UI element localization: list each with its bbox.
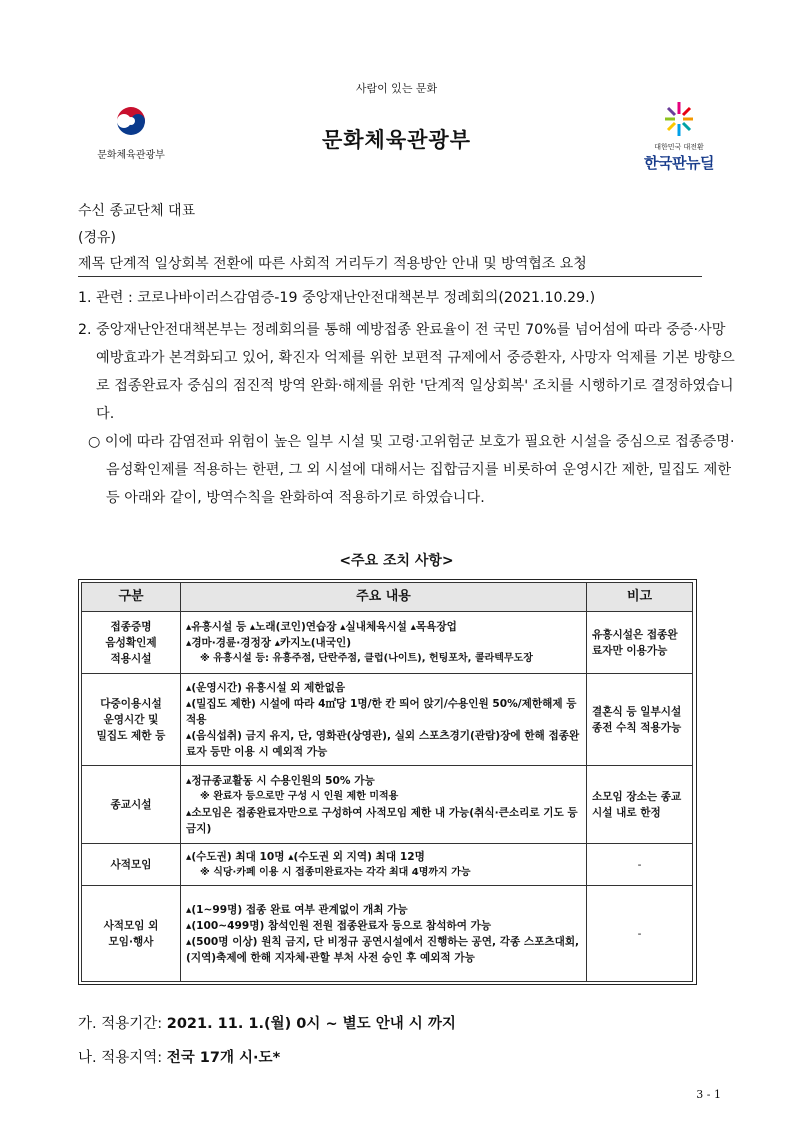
recipient-line: 수신 종교단체 대표 — [78, 203, 196, 219]
content-ref: ※ 완료자 등으로만 구성 시 인원 제한 미적용 — [200, 790, 399, 802]
ministry-caption: 문화체육관광부 — [97, 150, 165, 161]
content-line: ▴소모임은 접종완료자만으로 구성하여 사적모임 제한 내 가능(취식·큰소리로 기도 등 금지) — [186, 806, 578, 835]
header-note: 비고 — [587, 583, 693, 612]
content-line: ▴(500명 이상) 원칙 금지, 단 비정규 공연시설에서 진행하는 공연, 각종 스포츠대회, (지역)축제에 한해 지자체·관할 부처 사전 승인 후 예외적 가능 — [186, 935, 580, 964]
table-row — [82, 612, 693, 674]
content-line: ▴정규종교활동 시 수용인원의 50% 가능 — [186, 774, 375, 787]
header-category: 구분 — [82, 583, 181, 612]
category-text: 종교시설 — [110, 798, 152, 811]
table-row — [82, 886, 693, 982]
content-line: ▴유흥시설 등 ▴노래(코인)연습장 ▴실내체육시설 ▴목욕장업 — [186, 620, 457, 633]
measures-table — [81, 582, 693, 982]
row-note: - — [587, 886, 693, 982]
slogan: 사람이 있는 문화 — [355, 82, 438, 95]
row-note: 소모임 장소는 종교시설 내로 한정 — [587, 766, 693, 844]
row-content — [181, 674, 587, 766]
item-1: 1. 관련 : 코로나바이러스감염증-19 중앙재난안전대책본부 정례회의(2021.10.29.) — [78, 290, 596, 306]
category-text: 사적모임 외 모임·행사 — [103, 919, 159, 948]
row-category — [82, 766, 181, 844]
row-note: - — [587, 844, 693, 886]
kn-title: 한국판뉴딜 — [644, 154, 714, 172]
category-text: 접종증명 음성확인제 적용시설 — [105, 620, 157, 665]
kn-slogan: 대한민국 대전환 — [654, 143, 704, 151]
content-line: ▴(운영시간) 유흥시설 외 제한없음 — [186, 681, 346, 694]
content-line: ▴(1~99명) 접종 완료 여부 관계없이 개최 가능 — [186, 903, 408, 916]
row-category — [82, 844, 181, 886]
korean-new-deal-logo — [636, 100, 722, 173]
period-value: 2021. 11. 1.(월) 0시 ~ 별도 안내 시 까지 — [166, 1016, 456, 1032]
row-category — [82, 612, 181, 674]
row-note: 유흥시설은 접종완료자만 이용가능 — [587, 612, 693, 674]
row-content — [181, 766, 587, 844]
content-ref: ※ 유흥시설 등: 유흥주점, 단란주점, 클럽(나이트), 헌팅포차, 콜라텍무도장 — [200, 652, 533, 664]
circle-item: ○ 이에 따라 감염전파 위험이 높은 일부 시설 및 고령·고위험군 보호가 필요한 시설을 중심으로 접종증명·음성확인제를 적용하는 한편, 그 외 시설에 대해서는 집합금지를 비롯하여 운영시간 제한, 밀집도 제한 등 아래와 같이, 방역수칙을 완화하여 적용하기로 하였습니다. — [88, 434, 735, 506]
content-ref: ※ 식당·카페 이용 시 접종미완료자는 각각 최대 4명까지 가능 — [200, 866, 471, 878]
page-number: 3 - 1 — [696, 1088, 721, 1101]
row-content — [181, 612, 587, 674]
region-line — [78, 1046, 280, 1067]
table-row — [82, 844, 693, 886]
row-content — [181, 844, 587, 886]
via-line: (경유) — [78, 230, 116, 246]
table-row — [82, 766, 693, 844]
row-note: 결혼식 등 일부시설 종전 수칙 적용가능 — [587, 674, 693, 766]
category-text: 사적모임 — [110, 858, 152, 871]
row-category — [82, 886, 181, 982]
item-2: 2. 중앙재난안전대책본부는 정례회의를 통해 예방접종 완료율이 전 국민 70%를 넘어섬에 따라 중증·사망 예방효과가 본격화되고 있어, 확진자 억제를 위한 보편적 규제에서 중증환자, 사망자 억제를 기본 방향으로 접종완료자 중심의 점진적 방역 완화·해제를 위한 '단계적 일상회복' 조치를 시행하기로 결정하였습니다. — [78, 322, 735, 422]
subject-divider — [78, 276, 702, 277]
content-line: ▴경마·경륜·경정장 ▴카지노(내국인) — [186, 636, 352, 649]
content-line: ▴(음식섭취) 금지 유지, 단, 영화관(상영관), 실외 스포츠경기(관람)장에 한해 접종완료자 등만 이용 시 예외적 가능 — [186, 729, 580, 758]
region-value: 전국 17개 시·도* — [166, 1050, 281, 1066]
row-category — [82, 674, 181, 766]
category-text: 다중이용시설 운영시간 및 밀집도 제한 등 — [96, 697, 166, 742]
table-row — [82, 674, 693, 766]
period-label: 가. 적용기간: — [78, 1016, 167, 1032]
document-title: 문화체육관광부 — [321, 128, 471, 152]
content-line: ▴(100~499명) 참석인원 전원 접종완료자 등으로 참석하여 가능 — [186, 919, 492, 932]
new-deal-burst-icon — [659, 100, 699, 138]
content-line: ▴(수도권) 최대 10명 ▴(수도권 외 지역) 최대 12명 — [186, 850, 425, 863]
row-content — [181, 886, 587, 982]
table-heading: <주요 조치 사항> — [339, 553, 454, 569]
subject-line: 제목 단계적 일상회복 전환에 따른 사회적 거리두기 적용방안 안내 및 방역협조 요청 — [78, 256, 587, 272]
table-header-row — [82, 583, 693, 612]
period-line — [78, 1012, 456, 1033]
region-label: 나. 적용지역: — [78, 1050, 167, 1066]
content-line: ▴(밀집도 제한) 시설에 따라 4㎡당 1명/한 칸 띄어 앉기/수용인원 50%/제한해제 등 적용 — [186, 697, 577, 726]
header-content: 주요 내용 — [181, 583, 587, 612]
